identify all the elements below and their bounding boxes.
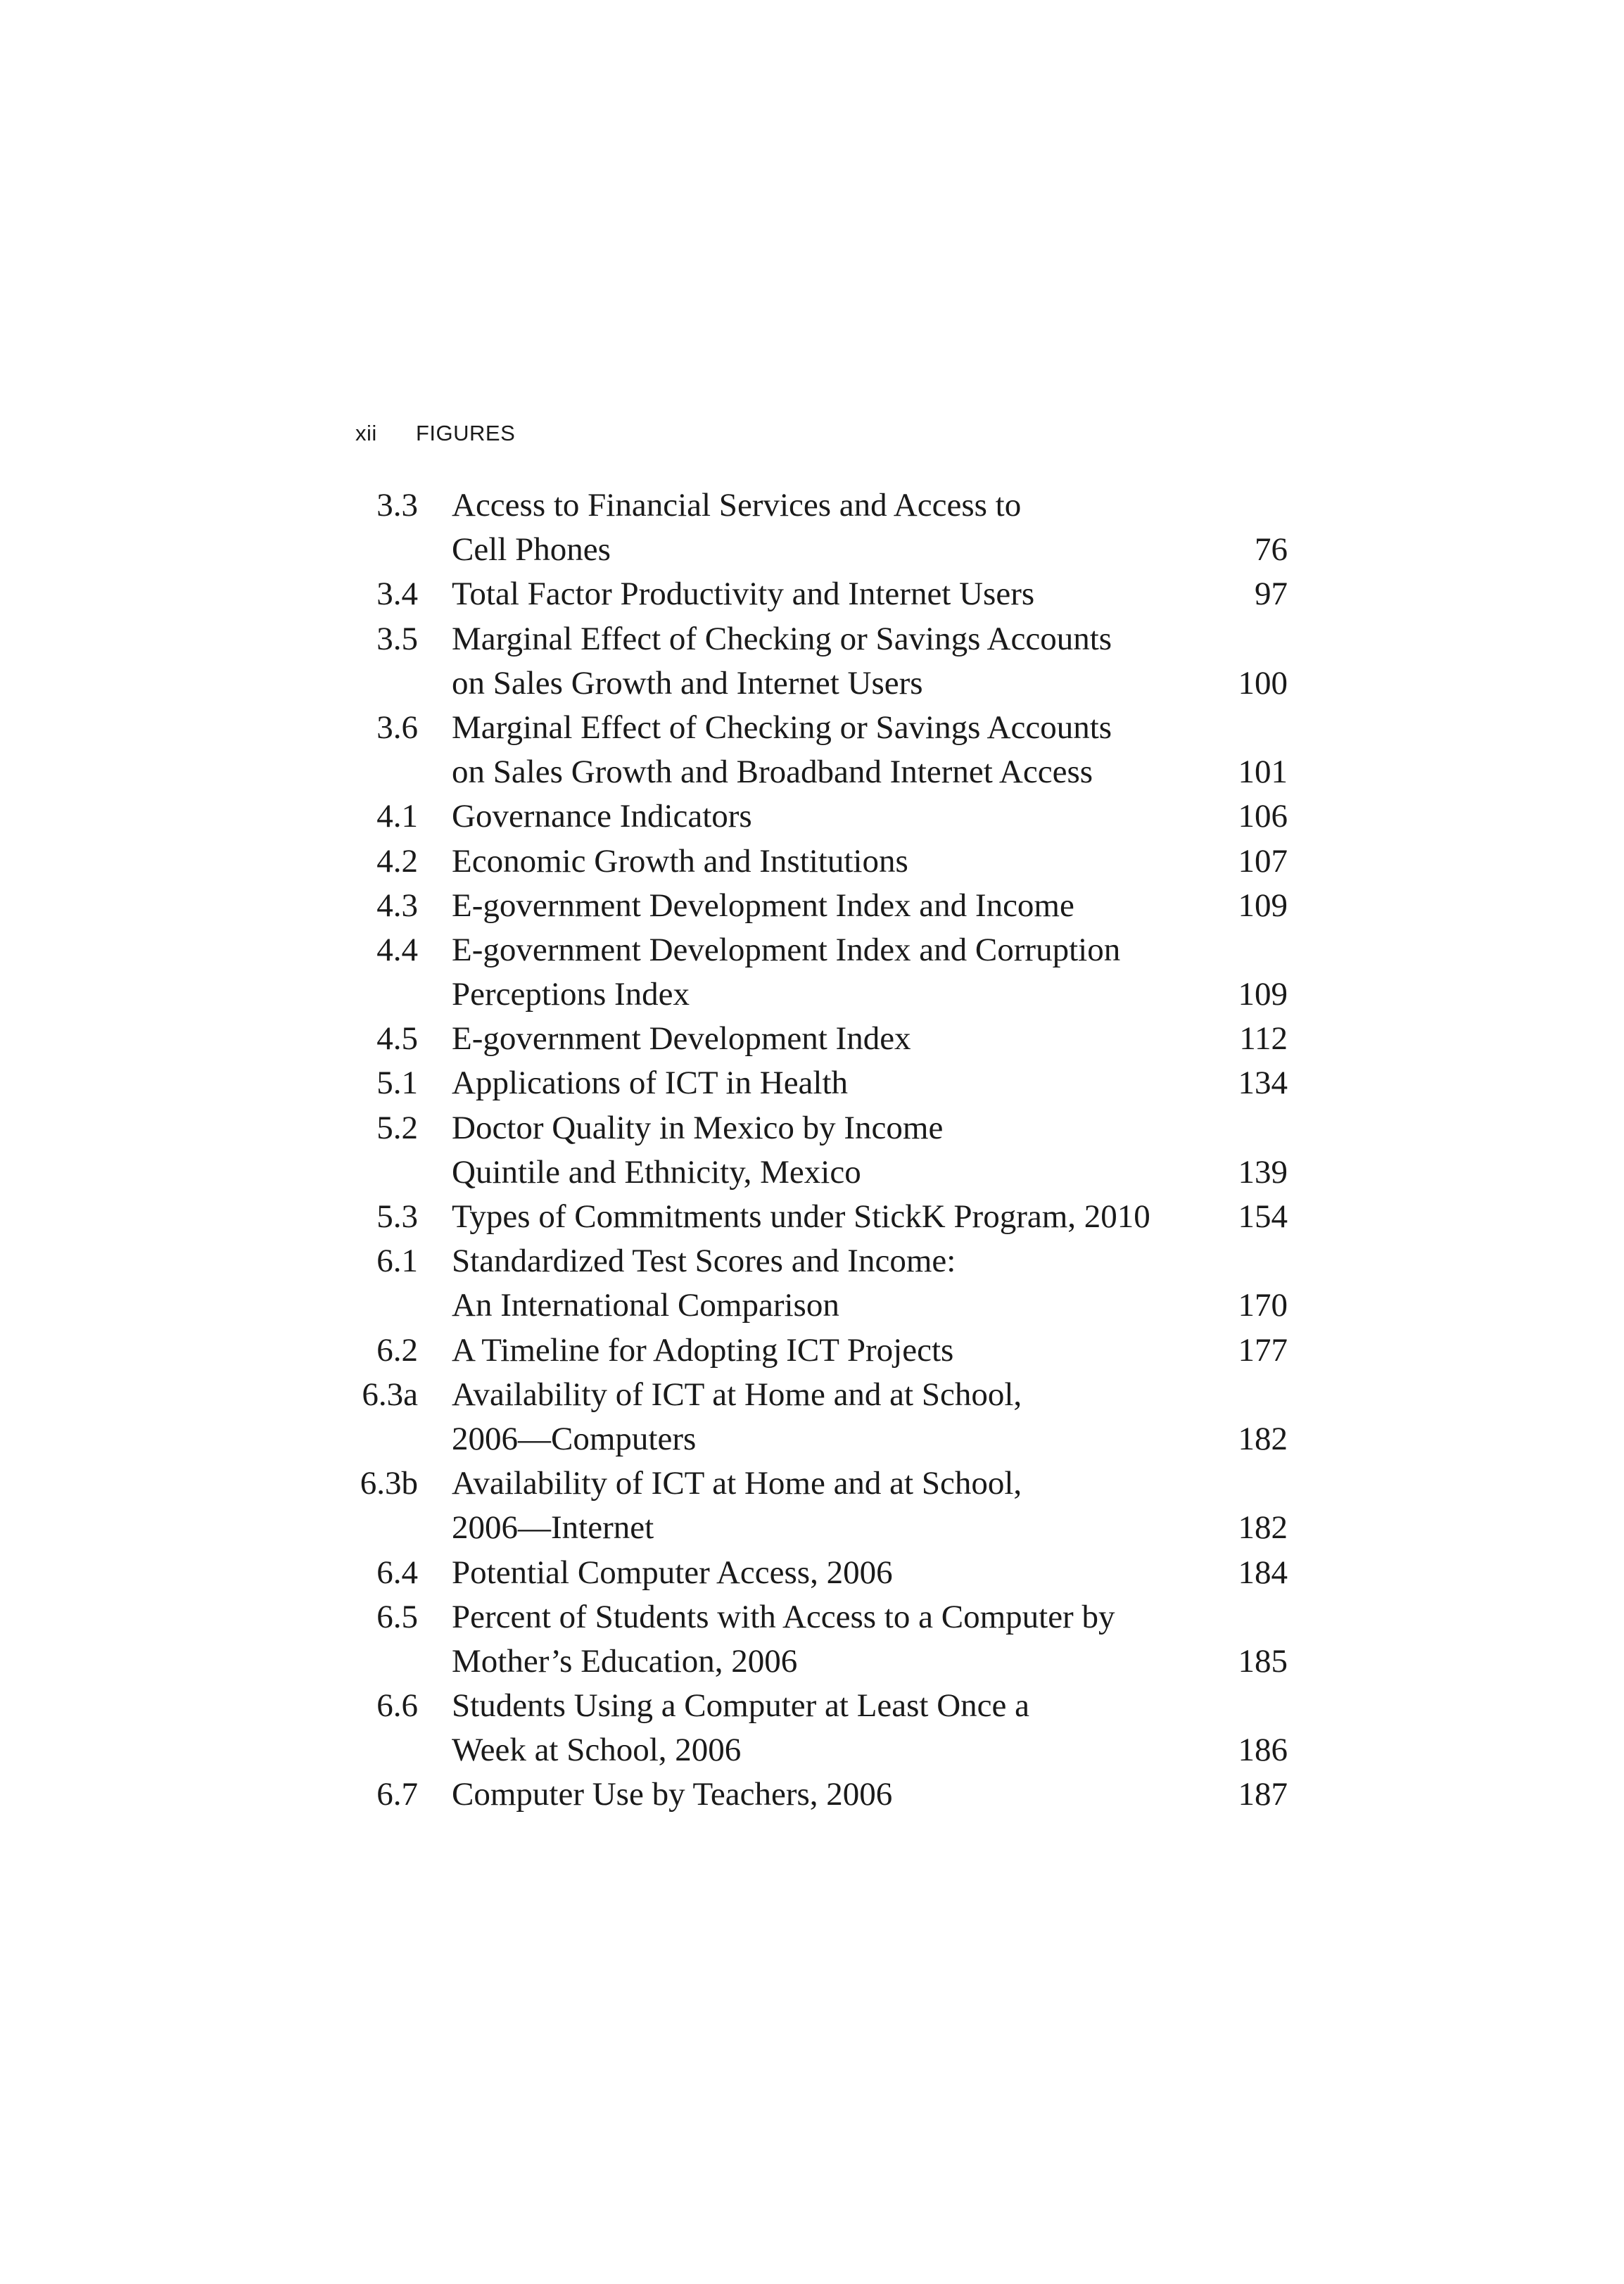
page-number: 109 <box>1238 887 1288 924</box>
figure-number: 4.1 <box>376 798 418 835</box>
figure-title: Total Factor Productivity and Internet Users <box>452 576 1035 613</box>
figure-number: 3.3 <box>376 487 418 524</box>
figure-entry-continuation <box>331 1506 1288 1550</box>
page-number: 100 <box>1238 664 1288 702</box>
figure-title: Week at School, 2006 <box>452 1732 742 1769</box>
figure-number: 5.1 <box>376 1065 418 1102</box>
page-number: 139 <box>1238 1153 1288 1191</box>
figure-entry <box>331 617 1288 661</box>
page-folio: xii <box>355 421 377 445</box>
page-number: 170 <box>1238 1287 1288 1324</box>
figure-title: Computer Use by Teachers, 2006 <box>452 1776 893 1813</box>
figure-number: 6.5 <box>376 1598 418 1635</box>
figure-entry <box>331 1461 1288 1506</box>
figure-number: 3.6 <box>376 709 418 746</box>
page-number: 184 <box>1238 1554 1288 1591</box>
figure-title: Access to Financial Services and Access to <box>452 487 1022 524</box>
figure-entry <box>331 483 1288 528</box>
figure-entry-continuation <box>331 1728 1288 1772</box>
figure-entry-continuation <box>331 1639 1288 1684</box>
figure-entry-continuation <box>331 750 1288 794</box>
page-number: 187 <box>1238 1776 1288 1813</box>
figure-title: E-government Development Index and Corruption <box>452 931 1121 968</box>
figure-entry <box>331 1373 1288 1417</box>
figure-entry-continuation <box>331 1150 1288 1195</box>
figure-entry <box>331 1061 1288 1105</box>
figure-title: Students Using a Computer at Least Once a <box>452 1687 1030 1725</box>
figure-title: Availability of ICT at Home and at School, <box>452 1465 1022 1502</box>
figure-title: Quintile and Ethnicity, Mexico <box>452 1153 861 1191</box>
figure-title: A Timeline for Adopting ICT Projects <box>452 1331 954 1369</box>
figure-title: Marginal Effect of Checking or Savings Accounts <box>452 709 1112 746</box>
figure-number: 6.7 <box>376 1776 418 1813</box>
figure-title: E-government Development Index <box>452 1020 911 1058</box>
figure-title: Perceptions Index <box>452 976 690 1013</box>
running-header <box>355 421 515 446</box>
figure-entry <box>331 839 1288 884</box>
page-number: 97 <box>1255 576 1288 613</box>
figure-number: 6.3b <box>360 1465 418 1502</box>
figure-number: 4.5 <box>376 1020 418 1058</box>
page-number: 101 <box>1238 754 1288 791</box>
figure-entry <box>331 572 1288 616</box>
figure-title: Types of Commitments under StickK Program, 2010 <box>452 1198 1150 1235</box>
figure-number: 6.4 <box>376 1554 418 1591</box>
figure-number: 3.4 <box>376 576 418 613</box>
figure-entry <box>331 1017 1288 1061</box>
page-number: 185 <box>1238 1642 1288 1680</box>
page-number: 109 <box>1238 976 1288 1013</box>
figure-entry-continuation <box>331 661 1288 706</box>
figure-entry <box>331 1328 1288 1373</box>
figure-title: Percent of Students with Access to a Computer by <box>452 1598 1115 1635</box>
figure-title: An International Comparison <box>452 1287 839 1324</box>
figure-entry <box>331 1106 1288 1150</box>
figure-number: 6.1 <box>376 1243 418 1280</box>
figure-number: 6.3a <box>362 1376 418 1413</box>
page-number: 134 <box>1238 1065 1288 1102</box>
figure-list <box>331 483 1288 1817</box>
figure-entry-continuation <box>331 1417 1288 1461</box>
figure-number: 3.5 <box>376 620 418 657</box>
figure-number: 4.2 <box>376 842 418 880</box>
page-number: 76 <box>1255 531 1288 569</box>
page-number: 154 <box>1238 1198 1288 1235</box>
figure-entry <box>331 1595 1288 1639</box>
figure-entry <box>331 1551 1288 1595</box>
figure-title: E-government Development Index and Income <box>452 887 1074 924</box>
page-number: 112 <box>1239 1020 1288 1058</box>
figure-title: Applications of ICT in Health <box>452 1065 849 1102</box>
page-number: 106 <box>1238 798 1288 835</box>
figure-title: Economic Growth and Institutions <box>452 842 908 880</box>
running-head-title: FIGURES <box>416 421 516 445</box>
figure-title: Marginal Effect of Checking or Savings Accounts <box>452 620 1112 657</box>
figure-entry <box>331 928 1288 972</box>
figure-entry <box>331 1684 1288 1728</box>
figure-title: on Sales Growth and Internet Users <box>452 664 923 702</box>
figure-entry <box>331 794 1288 839</box>
figure-title: 2006—Computers <box>452 1420 697 1457</box>
figure-number: 6.2 <box>376 1331 418 1369</box>
figure-entry <box>331 1772 1288 1817</box>
page-number: 186 <box>1238 1732 1288 1769</box>
figure-title: Mother’s Education, 2006 <box>452 1642 798 1680</box>
page-number: 177 <box>1238 1331 1288 1369</box>
page-number: 182 <box>1238 1420 1288 1457</box>
figure-title: Standardized Test Scores and Income: <box>452 1243 956 1280</box>
figure-number: 4.3 <box>376 887 418 924</box>
figure-number: 5.2 <box>376 1109 418 1146</box>
figure-number: 5.3 <box>376 1198 418 1235</box>
page-number: 182 <box>1238 1509 1288 1547</box>
figure-title: Cell Phones <box>452 531 611 569</box>
figure-number: 4.4 <box>376 931 418 968</box>
figure-entry-continuation <box>331 972 1288 1017</box>
figure-title: Potential Computer Access, 2006 <box>452 1554 893 1591</box>
figure-title: Availability of ICT at Home and at School, <box>452 1376 1022 1413</box>
figure-entry-continuation <box>331 528 1288 572</box>
figure-entry <box>331 706 1288 750</box>
figure-entry <box>331 1195 1288 1239</box>
figure-title: on Sales Growth and Broadband Internet Access <box>452 754 1093 791</box>
figure-entry-continuation <box>331 1283 1288 1328</box>
figure-title: Governance Indicators <box>452 798 752 835</box>
figure-title: 2006—Internet <box>452 1509 654 1547</box>
figure-number: 6.6 <box>376 1687 418 1725</box>
page-number: 107 <box>1238 842 1288 880</box>
figure-entry <box>331 884 1288 928</box>
figure-title: Doctor Quality in Mexico by Income <box>452 1109 944 1146</box>
figure-entry <box>331 1239 1288 1283</box>
